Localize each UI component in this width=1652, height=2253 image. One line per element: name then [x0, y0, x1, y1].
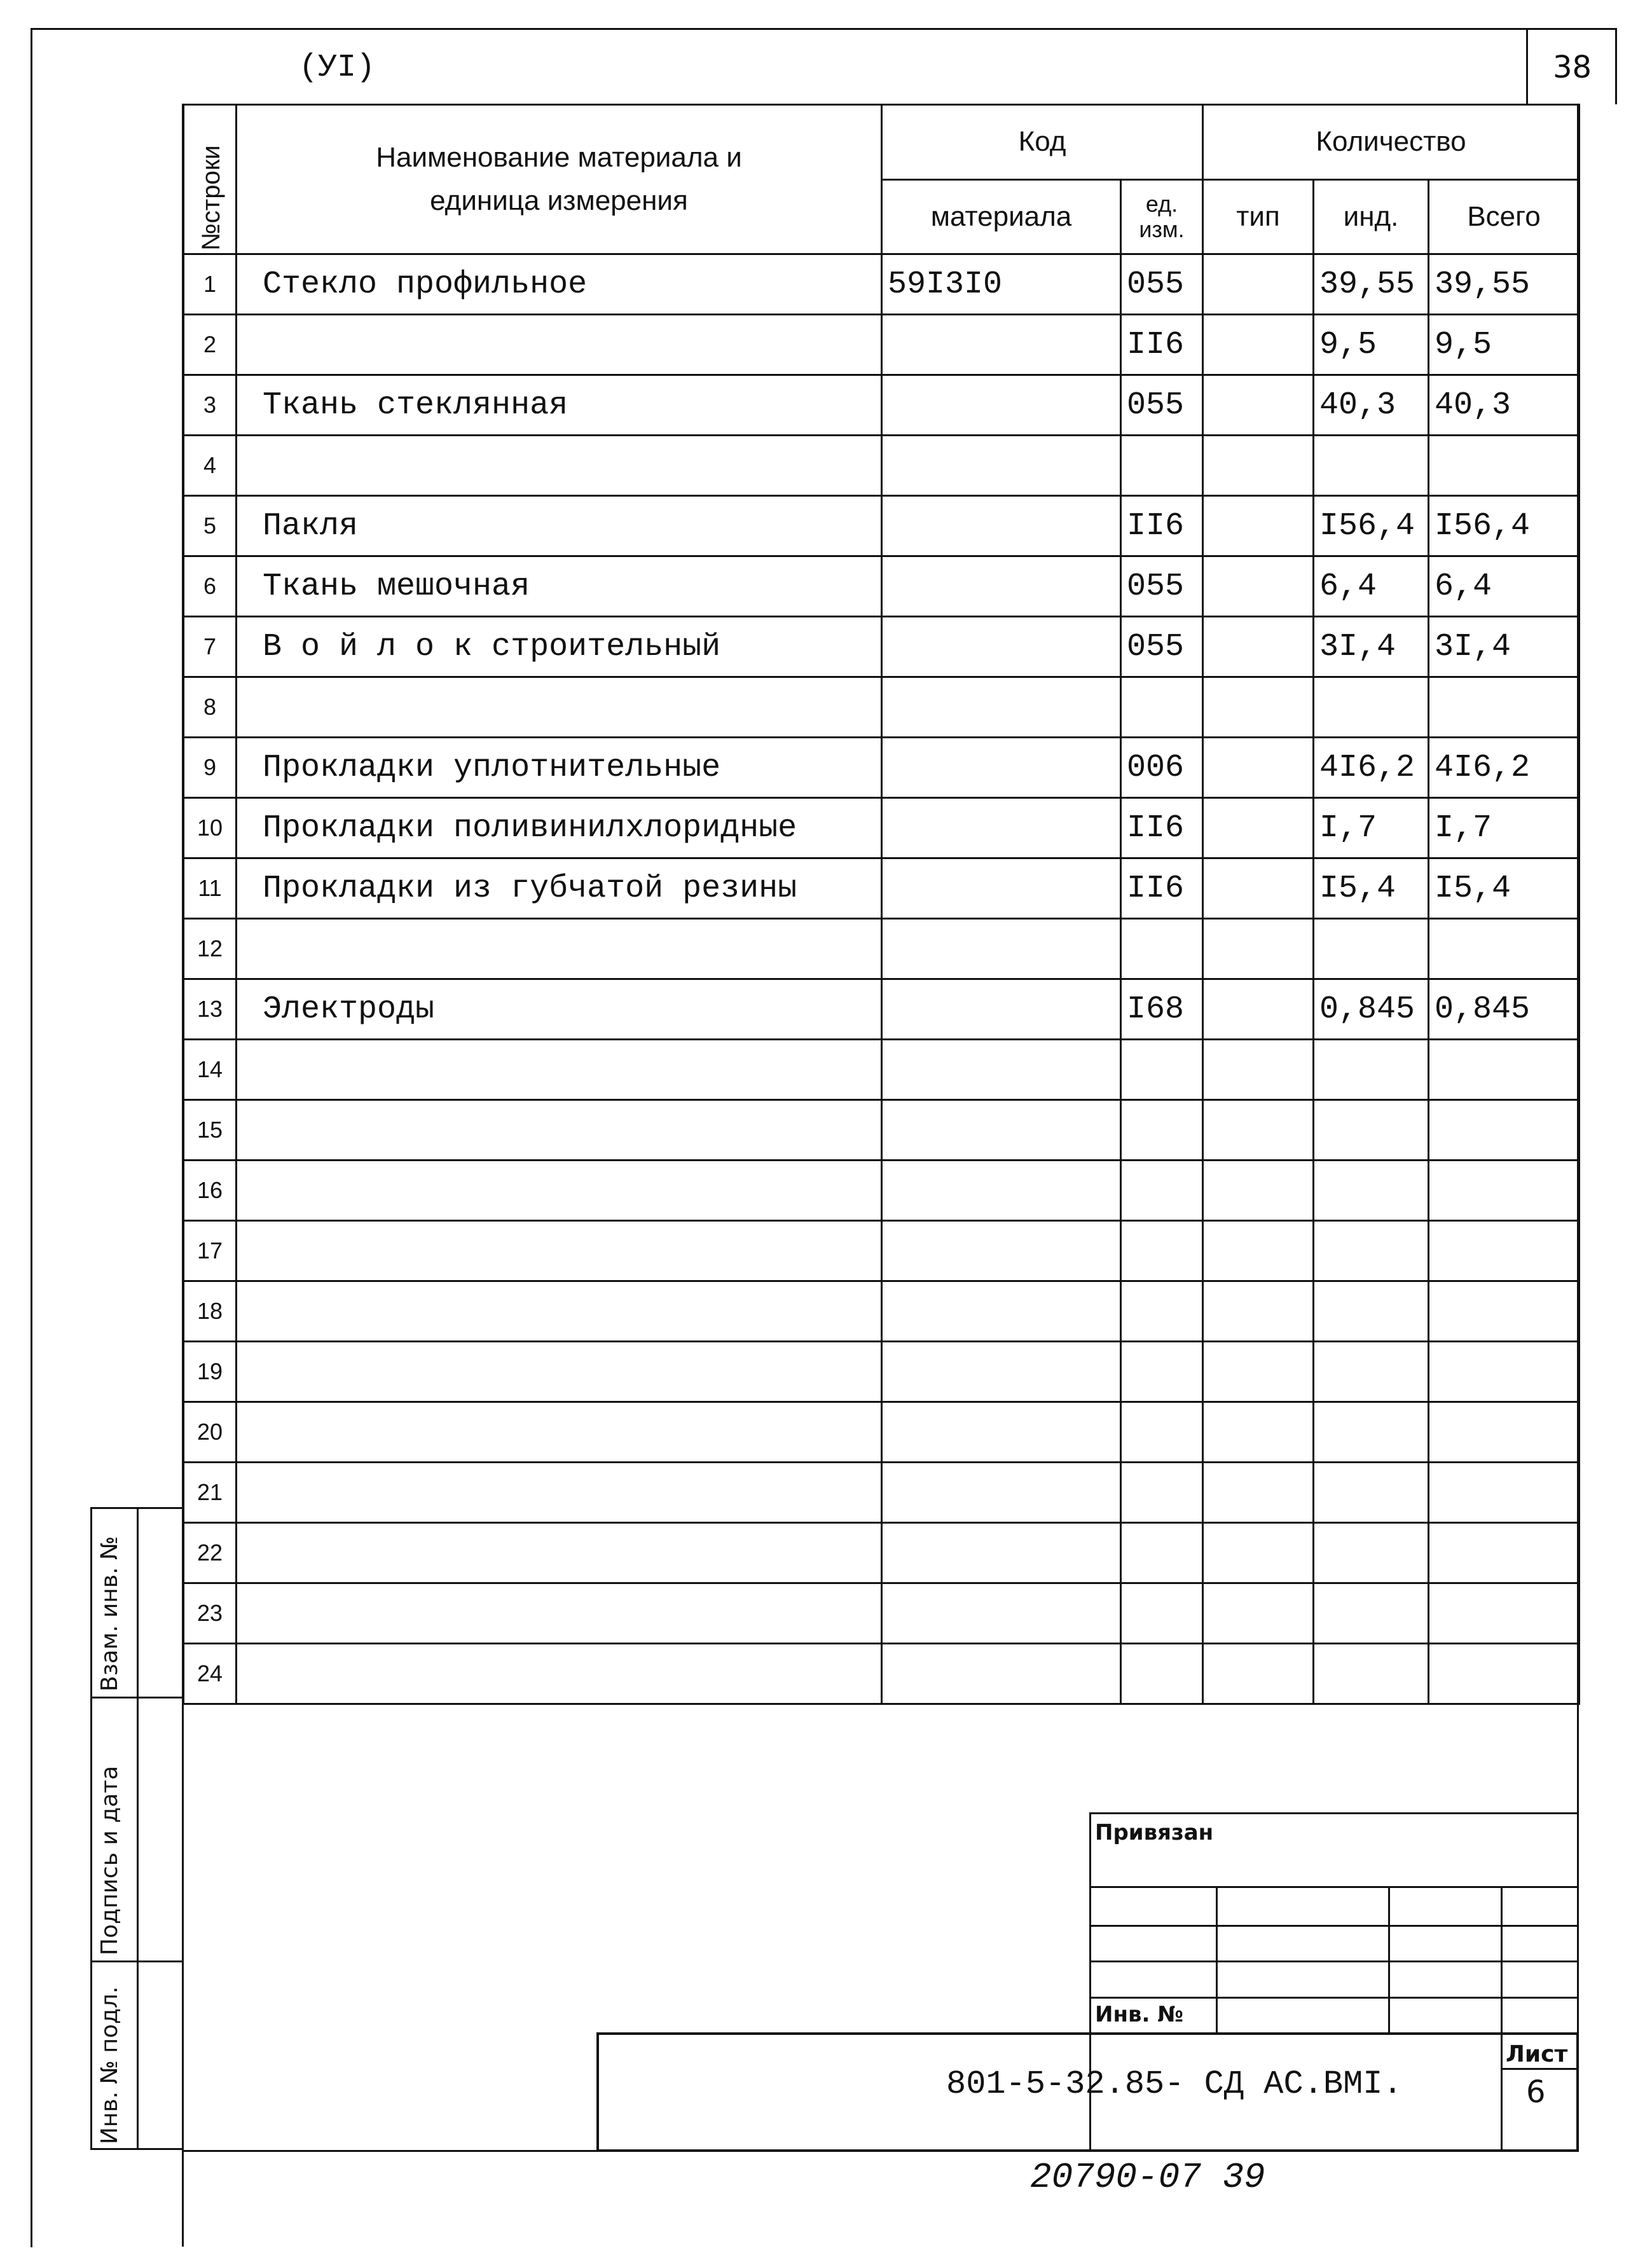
qty-ind-cell: 9,5 — [1314, 315, 1429, 375]
material-name-cell — [237, 1583, 882, 1644]
frame-left-line — [31, 28, 32, 2247]
qty-total-cell — [1429, 1342, 1580, 1402]
qty-ind-cell — [1314, 1161, 1429, 1221]
qty-total-cell: 39,55 — [1429, 254, 1580, 315]
row-number-cell: 15 — [184, 1100, 237, 1161]
unit-code-cell — [1121, 1644, 1203, 1704]
row-number-cell: 21 — [184, 1463, 237, 1523]
table-row — [184, 1402, 1580, 1463]
material-code-cell — [882, 738, 1121, 798]
frame-top-line — [31, 28, 1617, 30]
material-code-cell — [882, 617, 1121, 677]
qty-type-cell — [1203, 315, 1314, 375]
qty-total-cell — [1429, 1100, 1580, 1161]
privyazan-label: Привязан — [1095, 1820, 1214, 1845]
unit-code-cell: 055 — [1121, 556, 1203, 617]
row-number-cell: 4 — [184, 436, 237, 496]
qty-total-cell — [1429, 1644, 1580, 1704]
unit-code-cell: II6 — [1121, 798, 1203, 858]
material-code-cell — [882, 315, 1121, 375]
qty-ind-cell — [1314, 1221, 1429, 1281]
material-name-cell — [237, 1523, 882, 1583]
qty-total-cell: I,7 — [1429, 798, 1580, 858]
qty-total-cell: I56,4 — [1429, 496, 1580, 556]
material-code-cell — [882, 979, 1121, 1040]
unit-code-cell — [1121, 919, 1203, 979]
table-row — [184, 738, 1580, 798]
qty-total-cell — [1429, 1583, 1580, 1644]
qty-total-cell — [1429, 677, 1580, 738]
material-name-cell — [237, 315, 882, 375]
qty-type-cell — [1203, 798, 1314, 858]
qty-type-cell — [1203, 556, 1314, 617]
row-number-cell: 16 — [184, 1161, 237, 1221]
table-row — [184, 1161, 1580, 1221]
qty-type-cell — [1203, 496, 1314, 556]
row-number-cell: 11 — [184, 858, 237, 919]
code-unit-header: ед. изм. — [1121, 179, 1203, 254]
title-row-line-1 — [1089, 1886, 1579, 1888]
sheet-divider-horizontal — [1501, 2068, 1579, 2070]
name-header-label: Наименование материала и единица измерения — [376, 142, 742, 216]
unit-code-cell — [1121, 1402, 1203, 1463]
row-number-cell: 18 — [184, 1281, 237, 1342]
qty-total-cell: 40,3 — [1429, 375, 1580, 436]
qty-ind-cell — [1314, 1342, 1429, 1402]
qty-ind-cell — [1314, 1644, 1429, 1704]
row-number-cell: 12 — [184, 919, 237, 979]
unit-code-cell — [1121, 1100, 1203, 1161]
title-row-line-4 — [1089, 1997, 1579, 1999]
qty-ind-cell — [1314, 1040, 1429, 1100]
table-row — [184, 254, 1580, 315]
qty-ind-cell — [1314, 677, 1429, 738]
table-row — [184, 1281, 1580, 1342]
row-number-header-label: №строки — [197, 145, 225, 251]
row-number-cell: 14 — [184, 1040, 237, 1100]
qty-total-cell — [1429, 1402, 1580, 1463]
unit-code-cell — [1121, 1040, 1203, 1100]
qty-ind-header: инд. — [1314, 179, 1429, 254]
table-row — [184, 556, 1580, 617]
sheet-number: 6 — [1526, 2074, 1546, 2110]
material-name-cell — [237, 1281, 882, 1342]
podpis-data-label: Подпись и дата — [97, 1765, 123, 1955]
row-number-cell: 3 — [184, 375, 237, 436]
table-row — [184, 919, 1580, 979]
qty-type-cell — [1203, 1402, 1314, 1463]
title-col-line-3 — [1501, 1886, 1503, 2032]
row-number-cell: 24 — [184, 1644, 237, 1704]
material-name-cell — [237, 1463, 882, 1523]
material-code-cell — [882, 1402, 1121, 1463]
side-stamp-left-line — [90, 1507, 92, 2149]
material-name-cell — [237, 436, 882, 496]
qty-total-cell — [1429, 1463, 1580, 1523]
material-code-cell — [882, 436, 1121, 496]
material-name-cell — [237, 1402, 882, 1463]
qty-total-cell — [1429, 1161, 1580, 1221]
table-row — [184, 1523, 1580, 1583]
row-number-cell: 13 — [184, 979, 237, 1040]
page-number-divider — [1526, 28, 1528, 104]
row-number-cell: 20 — [184, 1402, 237, 1463]
qty-ind-cell: 3I,4 — [1314, 617, 1429, 677]
unit-code-cell: 006 — [1121, 738, 1203, 798]
qty-type-cell — [1203, 1281, 1314, 1342]
materials-table — [182, 104, 1580, 1705]
unit-code-cell — [1121, 1523, 1203, 1583]
qty-total-cell: 6,4 — [1429, 556, 1580, 617]
qty-ind-cell: I56,4 — [1314, 496, 1429, 556]
qty-total-cell — [1429, 919, 1580, 979]
table-row — [184, 1463, 1580, 1523]
side-stamp-mid-line — [137, 1507, 139, 2149]
sheet-divider-vertical — [1501, 2032, 1503, 2152]
unit-code-cell: 055 — [1121, 617, 1203, 677]
qty-ind-cell — [1314, 1523, 1429, 1583]
material-name-cell: Прокладки поливинилхлоридные — [237, 798, 882, 858]
row-number-cell: 23 — [184, 1583, 237, 1644]
material-name-cell: Электроды — [237, 979, 882, 1040]
material-code-cell: 59I3I0 — [882, 254, 1121, 315]
table-row — [184, 1583, 1580, 1644]
qty-type-cell — [1203, 436, 1314, 496]
material-code-cell — [882, 1583, 1121, 1644]
material-name-cell — [237, 1040, 882, 1100]
material-code-cell — [882, 1040, 1121, 1100]
qty-ind-cell: I5,4 — [1314, 858, 1429, 919]
vzam-inv-label: Взам. инв. № — [97, 1536, 123, 1691]
archive-number: 20790-07 39 — [1030, 2157, 1265, 2198]
qty-type-cell — [1203, 1583, 1314, 1644]
qty-type-cell — [1203, 1342, 1314, 1402]
material-name-cell — [237, 919, 882, 979]
material-code-cell — [882, 1463, 1121, 1523]
material-code-cell — [882, 1523, 1121, 1583]
designation-text: 801-5-32.85- СД АС.ВМI. — [946, 2065, 1403, 2103]
qty-type-cell — [1203, 1040, 1314, 1100]
unit-code-cell — [1121, 677, 1203, 738]
qty-type-cell — [1203, 858, 1314, 919]
qty-ind-cell — [1314, 1583, 1429, 1644]
material-code-cell — [882, 1342, 1121, 1402]
title-col-line-2 — [1388, 1886, 1390, 2032]
qty-ind-cell — [1314, 1281, 1429, 1342]
material-code-cell — [882, 496, 1121, 556]
unit-code-cell — [1121, 1463, 1203, 1523]
unit-code-cell — [1121, 1221, 1203, 1281]
material-name-cell — [237, 1342, 882, 1402]
material-name-cell: Прокладки уплотнительные — [237, 738, 882, 798]
qty-total-cell: 3I,4 — [1429, 617, 1580, 677]
row-number-cell: 10 — [184, 798, 237, 858]
qty-ind-cell: 40,3 — [1314, 375, 1429, 436]
row-number-cell: 22 — [184, 1523, 237, 1583]
qty-type-cell — [1203, 254, 1314, 315]
material-code-cell — [882, 1221, 1121, 1281]
qty-total-header: Всего — [1429, 179, 1580, 254]
row-number-cell: 6 — [184, 556, 237, 617]
code-material-header: материала — [882, 179, 1121, 254]
title-col-line-1 — [1216, 1886, 1218, 2032]
table-row — [184, 1342, 1580, 1402]
material-code-cell — [882, 677, 1121, 738]
inv-no-label: Инв. № — [1095, 2002, 1184, 2027]
qty-ind-cell — [1314, 436, 1429, 496]
unit-code-cell: II6 — [1121, 496, 1203, 556]
table-row — [184, 677, 1580, 738]
qty-ind-cell — [1314, 919, 1429, 979]
table-row — [184, 1221, 1580, 1281]
row-number-cell: 17 — [184, 1221, 237, 1281]
unit-code-cell — [1121, 1161, 1203, 1221]
row-number-cell: 19 — [184, 1342, 237, 1402]
qty-total-cell: 9,5 — [1429, 315, 1580, 375]
name-header — [237, 105, 882, 254]
code-header: Код — [882, 105, 1203, 180]
title-row-line-3 — [1089, 1960, 1579, 1962]
material-name-cell: Пакля — [237, 496, 882, 556]
qty-ind-cell: 6,4 — [1314, 556, 1429, 617]
row-number-cell: 9 — [184, 738, 237, 798]
material-code-cell — [882, 858, 1121, 919]
qty-ind-cell: 0,845 — [1314, 979, 1429, 1040]
material-code-cell — [882, 556, 1121, 617]
qty-type-cell — [1203, 979, 1314, 1040]
material-name-cell: Прокладки из губчатой резины — [237, 858, 882, 919]
row-number-cell: 1 — [184, 254, 237, 315]
table-row — [184, 436, 1580, 496]
qty-total-cell: 4I6,2 — [1429, 738, 1580, 798]
material-name-cell — [237, 1161, 882, 1221]
row-number-cell: 8 — [184, 677, 237, 738]
material-name-cell — [237, 1221, 882, 1281]
material-name-cell: Ткань мешочная — [237, 556, 882, 617]
material-code-cell — [882, 798, 1121, 858]
row-number-header — [184, 105, 237, 254]
inv-podl-label: Инв. № подл. — [97, 1986, 123, 2144]
table-row — [184, 617, 1580, 677]
qty-total-cell — [1429, 436, 1580, 496]
unit-code-cell — [1121, 1583, 1203, 1644]
table-row — [184, 798, 1580, 858]
quantity-header: Количество — [1203, 105, 1580, 180]
qty-ind-cell — [1314, 1463, 1429, 1523]
qty-total-cell: I5,4 — [1429, 858, 1580, 919]
table-row — [184, 375, 1580, 436]
unit-code-cell — [1121, 1281, 1203, 1342]
material-name-cell — [237, 1100, 882, 1161]
title-row-line-2 — [1089, 1925, 1579, 1927]
unit-code-cell — [1121, 1342, 1203, 1402]
qty-type-cell — [1203, 375, 1314, 436]
material-code-cell — [882, 919, 1121, 979]
qty-type-cell — [1203, 1221, 1314, 1281]
page-number: 38 — [1553, 50, 1592, 85]
qty-type-cell — [1203, 617, 1314, 677]
row-number-cell: 5 — [184, 496, 237, 556]
qty-total-cell: 0,845 — [1429, 979, 1580, 1040]
material-code-cell — [882, 1281, 1121, 1342]
material-code-cell — [882, 375, 1121, 436]
table-row — [184, 496, 1580, 556]
material-name-cell: Стекло профильное — [237, 254, 882, 315]
qty-total-cell — [1429, 1523, 1580, 1583]
material-name-cell: Ткань стеклянная — [237, 375, 882, 436]
unit-code-cell — [1121, 436, 1203, 496]
qty-type-cell — [1203, 1463, 1314, 1523]
material-name-cell — [237, 1644, 882, 1704]
qty-type-cell — [1203, 1100, 1314, 1161]
frame-right-line — [1615, 28, 1617, 104]
qty-total-cell — [1429, 1040, 1580, 1100]
table-row — [184, 1100, 1580, 1161]
unit-code-cell: II6 — [1121, 315, 1203, 375]
qty-type-cell — [1203, 1644, 1314, 1704]
table-row — [184, 1040, 1580, 1100]
table-row — [184, 315, 1580, 375]
material-name-cell — [237, 677, 882, 738]
material-code-cell — [882, 1161, 1121, 1221]
qty-total-cell — [1429, 1281, 1580, 1342]
unit-code-cell: II6 — [1121, 858, 1203, 919]
qty-type-cell — [1203, 1523, 1314, 1583]
unit-code-cell: I68 — [1121, 979, 1203, 1040]
qty-ind-cell: 4I6,2 — [1314, 738, 1429, 798]
row-number-cell: 7 — [184, 617, 237, 677]
qty-type-cell — [1203, 1161, 1314, 1221]
table-row — [184, 1644, 1580, 1704]
qty-ind-cell — [1314, 1100, 1429, 1161]
material-name-cell: В о й л о к строительный — [237, 617, 882, 677]
qty-total-cell — [1429, 1221, 1580, 1281]
unit-code-cell: 055 — [1121, 254, 1203, 315]
qty-ind-cell: I,7 — [1314, 798, 1429, 858]
table-row — [184, 979, 1580, 1040]
qty-type-cell — [1203, 919, 1314, 979]
qty-type-header: тип — [1203, 179, 1314, 254]
sheet-label: Лист — [1506, 2041, 1568, 2067]
qty-type-cell — [1203, 738, 1314, 798]
section-mark: (УI) — [299, 50, 376, 86]
qty-type-cell — [1203, 677, 1314, 738]
qty-ind-cell: 39,55 — [1314, 254, 1429, 315]
material-code-cell — [882, 1100, 1121, 1161]
unit-code-cell: 055 — [1121, 375, 1203, 436]
row-number-cell: 2 — [184, 315, 237, 375]
qty-ind-cell — [1314, 1402, 1429, 1463]
material-code-cell — [882, 1644, 1121, 1704]
table-row — [184, 858, 1580, 919]
